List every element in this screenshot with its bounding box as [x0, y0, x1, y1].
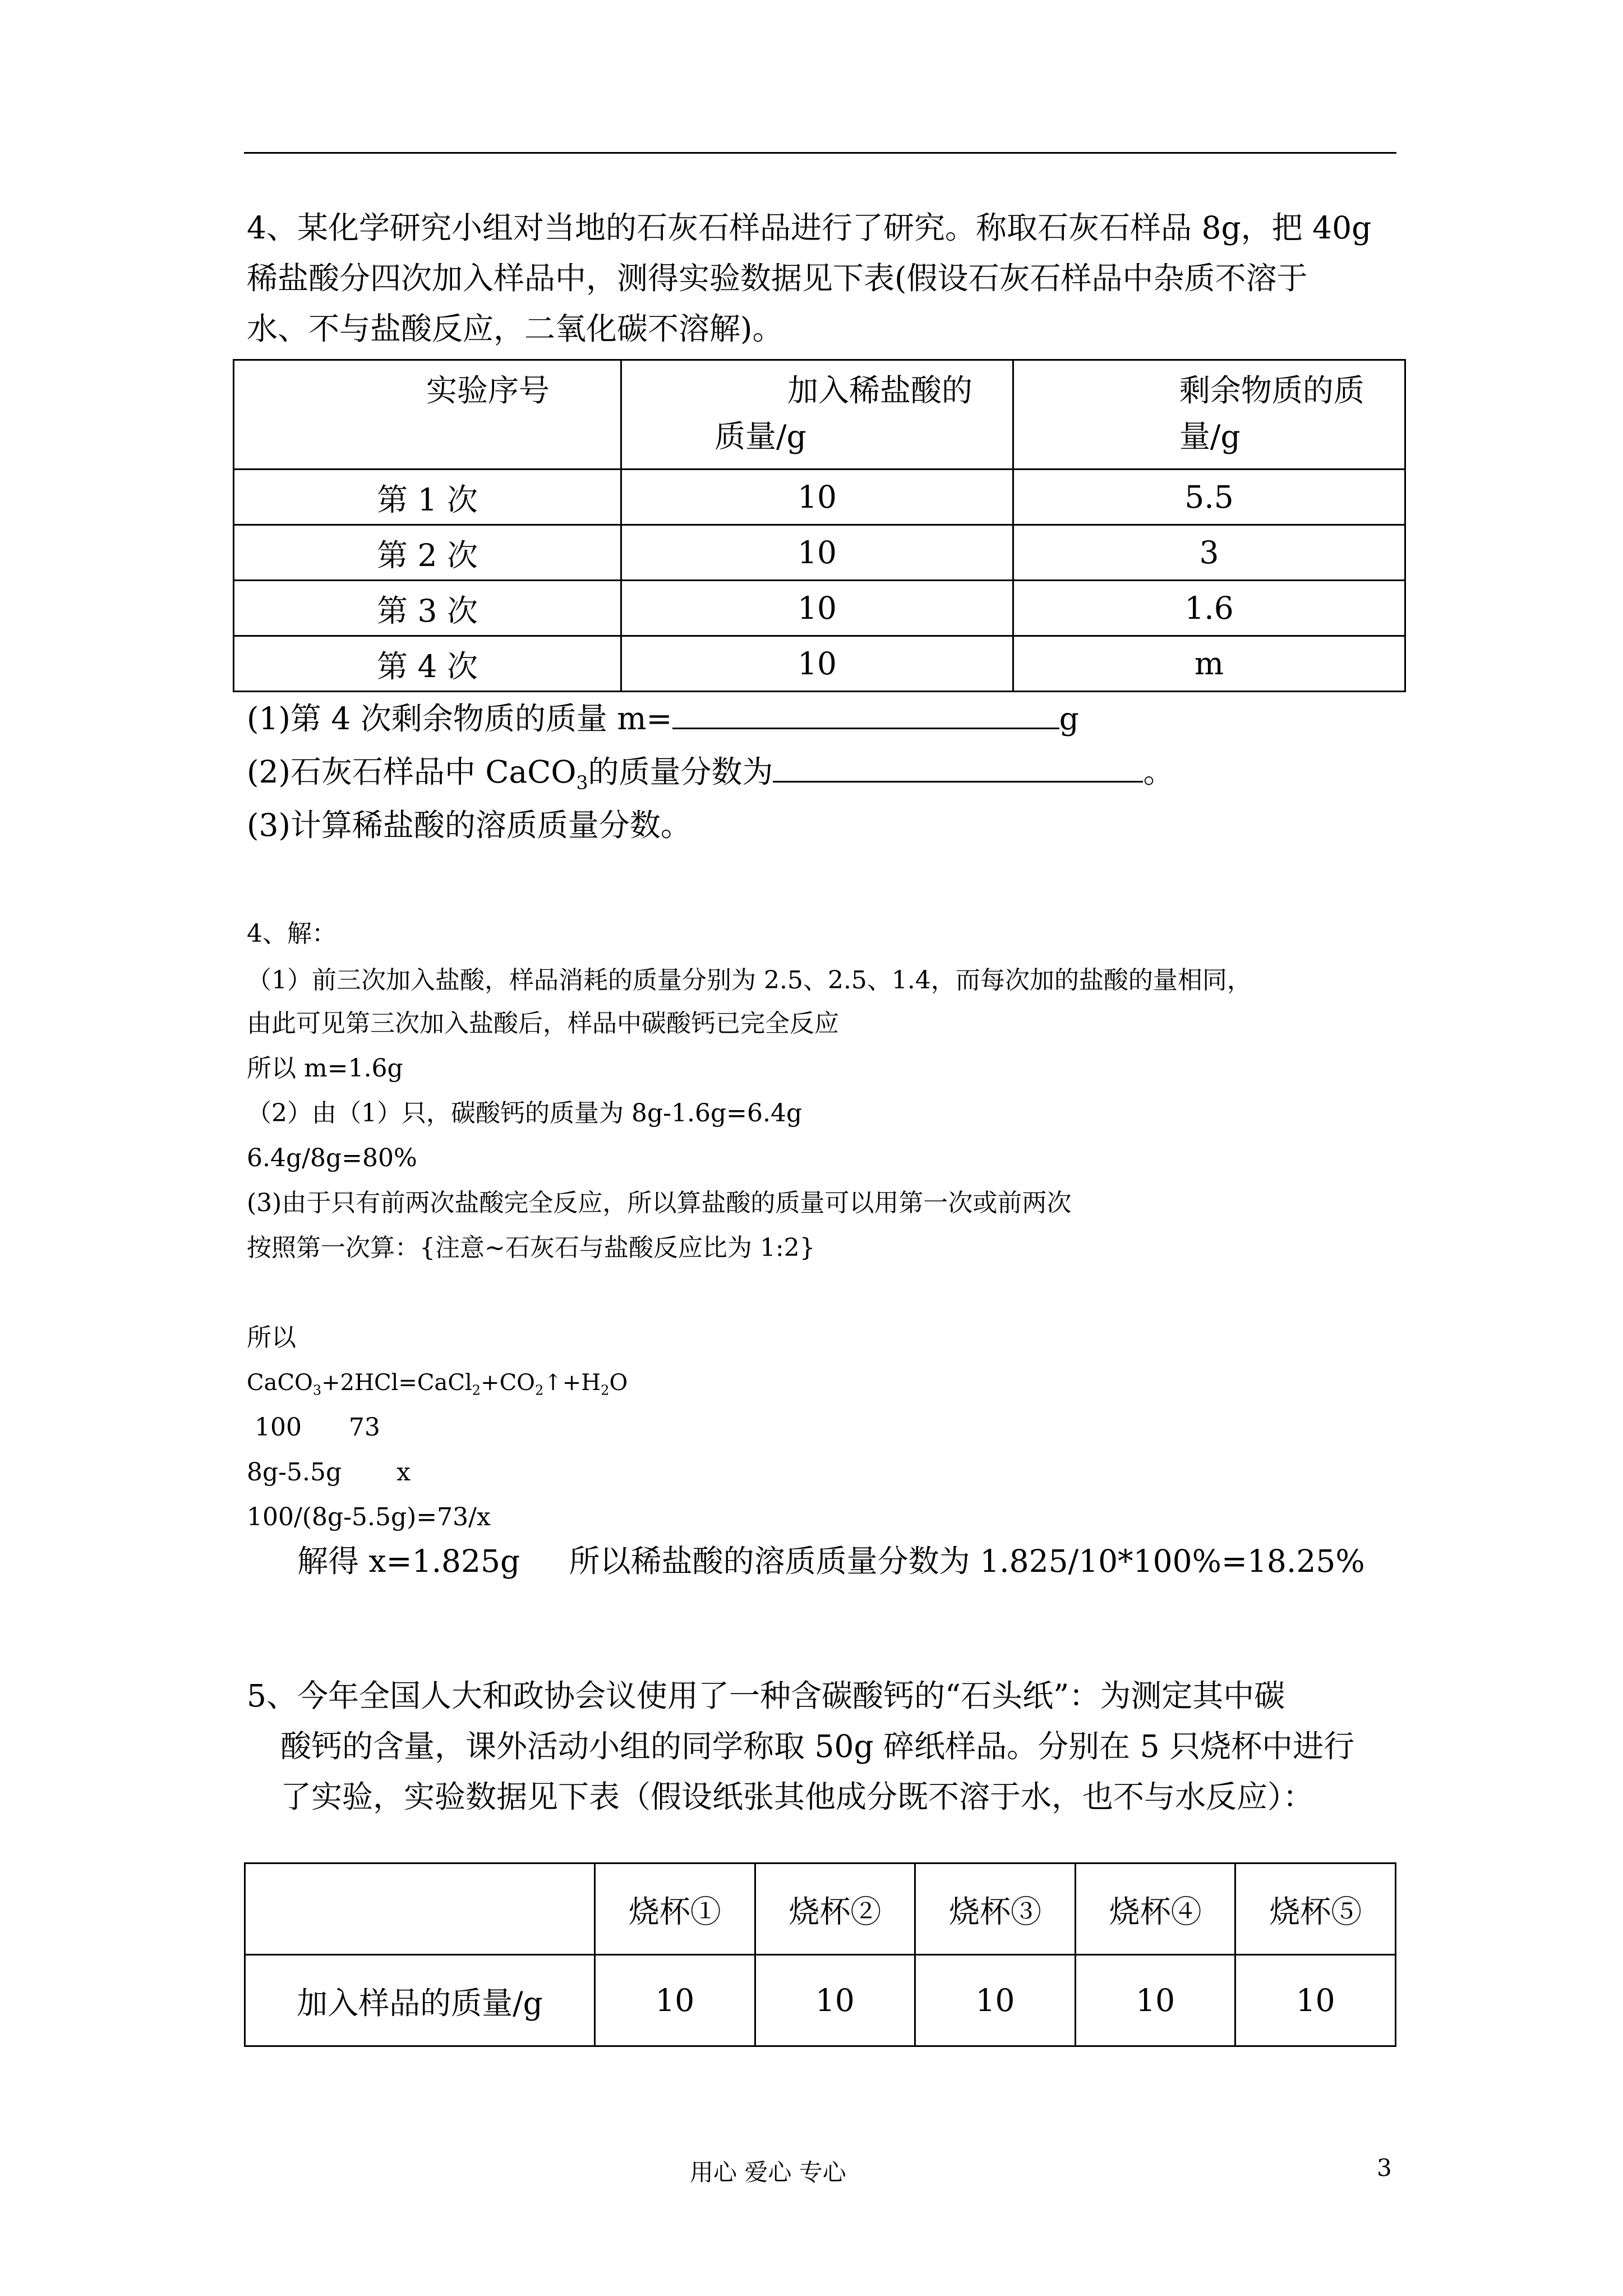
table-cell: 第 2 次 — [234, 525, 621, 581]
subscript: 2 — [472, 1382, 481, 1398]
eq-part: +CO — [481, 1370, 535, 1396]
q5-data-table — [244, 1862, 1396, 2047]
solution-line: 按照第一次算：{注意~石灰石与盐酸反应比为 1:2} — [247, 1234, 815, 1262]
q5-line-1: 5、今年全国人大和政协会议使用了一种含碳酸钙的“石头纸”：为测定其中碳 — [247, 1678, 1285, 1714]
unit-text: g — [1059, 701, 1079, 737]
chemical-equation — [247, 1366, 628, 1407]
table-cell: 第 3 次 — [234, 581, 621, 636]
q4-sub-question-2 — [247, 749, 1174, 806]
q4-line-3: 水、不与盐酸反应，二氧化碳不溶解)。 — [247, 311, 783, 347]
table-cell: 烧杯⑤ — [1235, 1864, 1396, 1955]
eq-part: ↑+H — [543, 1370, 601, 1396]
table-cell: 10 — [621, 581, 1013, 636]
eq-part: CaCO — [247, 1370, 313, 1396]
header-cell — [1013, 360, 1405, 470]
table-cell: 烧杯③ — [915, 1864, 1076, 1955]
solution-line: （2）由（1）只，碳酸钙的质量为 8g-1.6g=6.4g — [247, 1099, 803, 1128]
q4-data-table — [233, 359, 1406, 692]
solution-line: （1）前三次加入盐酸，样品消耗的质量分别为 2.5、2.5、1.4，而每次加的盐酸的量相同， — [247, 966, 1252, 995]
solution-answer: 解得 x=1.825g 所以稀盐酸的溶质质量分数为 1.825/10*100%=18.25% — [297, 1543, 1365, 1579]
solution-line: 8g-5.5g x — [247, 1458, 411, 1487]
header-line: 实验序号 — [426, 372, 550, 408]
footer-motto: 用心 爱心 专心 — [690, 2159, 846, 2186]
q4-line-1: 4、某化学研究小组对当地的石灰石样品进行了研究。称取石灰石样品 8g，把 40g — [247, 210, 1372, 246]
table-cell — [245, 1864, 595, 1955]
table-cell: 10 — [1235, 1955, 1396, 2046]
table-cell: 10 — [621, 525, 1013, 581]
table-cell: 3 — [1013, 525, 1405, 581]
q4-line-2: 稀盐酸分四次加入样品中，测得实验数据见下表(假设石灰石样品中杂质不溶于 — [247, 260, 1308, 296]
header-line: 剩余物质的质 — [1179, 372, 1364, 408]
header-cell — [621, 360, 1013, 470]
table-cell: 1.6 — [1013, 581, 1405, 636]
header-rule — [244, 152, 1396, 154]
question-text: (1)第 4 次剩余物质的质量 m= — [247, 701, 672, 737]
question-text: (2)石灰石样品中 CaCO — [247, 754, 577, 790]
table-cell: 5.5 — [1013, 470, 1405, 525]
header-line: 加入稀盐酸的 — [787, 372, 973, 408]
solution-line: 100/(8g-5.5g)=73/x — [247, 1503, 491, 1531]
table-cell: m — [1013, 636, 1405, 692]
solution-line: 100 73 — [247, 1413, 380, 1442]
eq-part: +2HCl=CaCl — [321, 1370, 472, 1396]
q4-sub-question-3: (3)计算稀盐酸的溶质质量分数。 — [247, 807, 691, 843]
answer-blank[interactable] — [773, 752, 1143, 783]
table-row — [234, 581, 1405, 636]
table-cell: 第 1 次 — [234, 470, 621, 525]
table-cell: 加入样品的质量/g — [245, 1955, 595, 2046]
solution-line: 6.4g/8g=80% — [247, 1144, 417, 1172]
q4-sub-question-1 — [247, 696, 1079, 742]
subscript: 3 — [312, 1382, 322, 1398]
header-cell — [234, 360, 621, 470]
table-cell: 烧杯④ — [1075, 1864, 1235, 1955]
subscript: 2 — [601, 1382, 610, 1398]
table-row — [234, 636, 1405, 692]
page-number: 3 — [1377, 2154, 1392, 2182]
table-row — [234, 525, 1405, 581]
punctuation: 。 — [1143, 754, 1174, 790]
table-row — [245, 1955, 1396, 2046]
solution-line: 所以 m=1.6g — [247, 1054, 403, 1083]
q5-line-2: 酸钙的含量，课外活动小组的同学称取 50g 碎纸样品。分别在 5 只烧杯中进行 — [280, 1728, 1355, 1764]
answer-blank[interactable] — [672, 698, 1059, 729]
table-row — [234, 470, 1405, 525]
solution-line: 所以 — [247, 1323, 296, 1352]
header-line: 质量/g — [714, 418, 806, 454]
table-cell: 10 — [755, 1955, 915, 2046]
solution-title: 4、解： — [247, 919, 336, 948]
subscript: 3 — [576, 771, 588, 794]
table-cell: 第 4 次 — [234, 636, 621, 692]
header-line: 量/g — [1179, 418, 1241, 454]
table-cell: 烧杯① — [595, 1864, 755, 1955]
table-cell: 10 — [621, 636, 1013, 692]
table-header-row — [245, 1864, 1396, 1955]
question-text: 的质量分数为 — [588, 754, 773, 790]
table-header-row — [234, 360, 1405, 470]
solution-line: (3)由于只有前两次盐酸完全反应，所以算盐酸的质量可以用第一次或前两次 — [247, 1189, 1072, 1217]
table-cell: 10 — [595, 1955, 755, 2046]
table-cell: 10 — [915, 1955, 1076, 2046]
table-cell: 10 — [1075, 1955, 1235, 2046]
subscript: 2 — [534, 1382, 544, 1398]
q5-line-3: 了实验，实验数据见下表（假设纸张其他成分既不溶于水，也不与水反应）： — [280, 1779, 1314, 1815]
table-cell: 烧杯② — [755, 1864, 915, 1955]
eq-part: O — [609, 1370, 628, 1396]
solution-line: 由此可见第三次加入盐酸后，样品中碳酸钙已完全反应 — [247, 1009, 839, 1038]
table-cell: 10 — [621, 470, 1013, 525]
